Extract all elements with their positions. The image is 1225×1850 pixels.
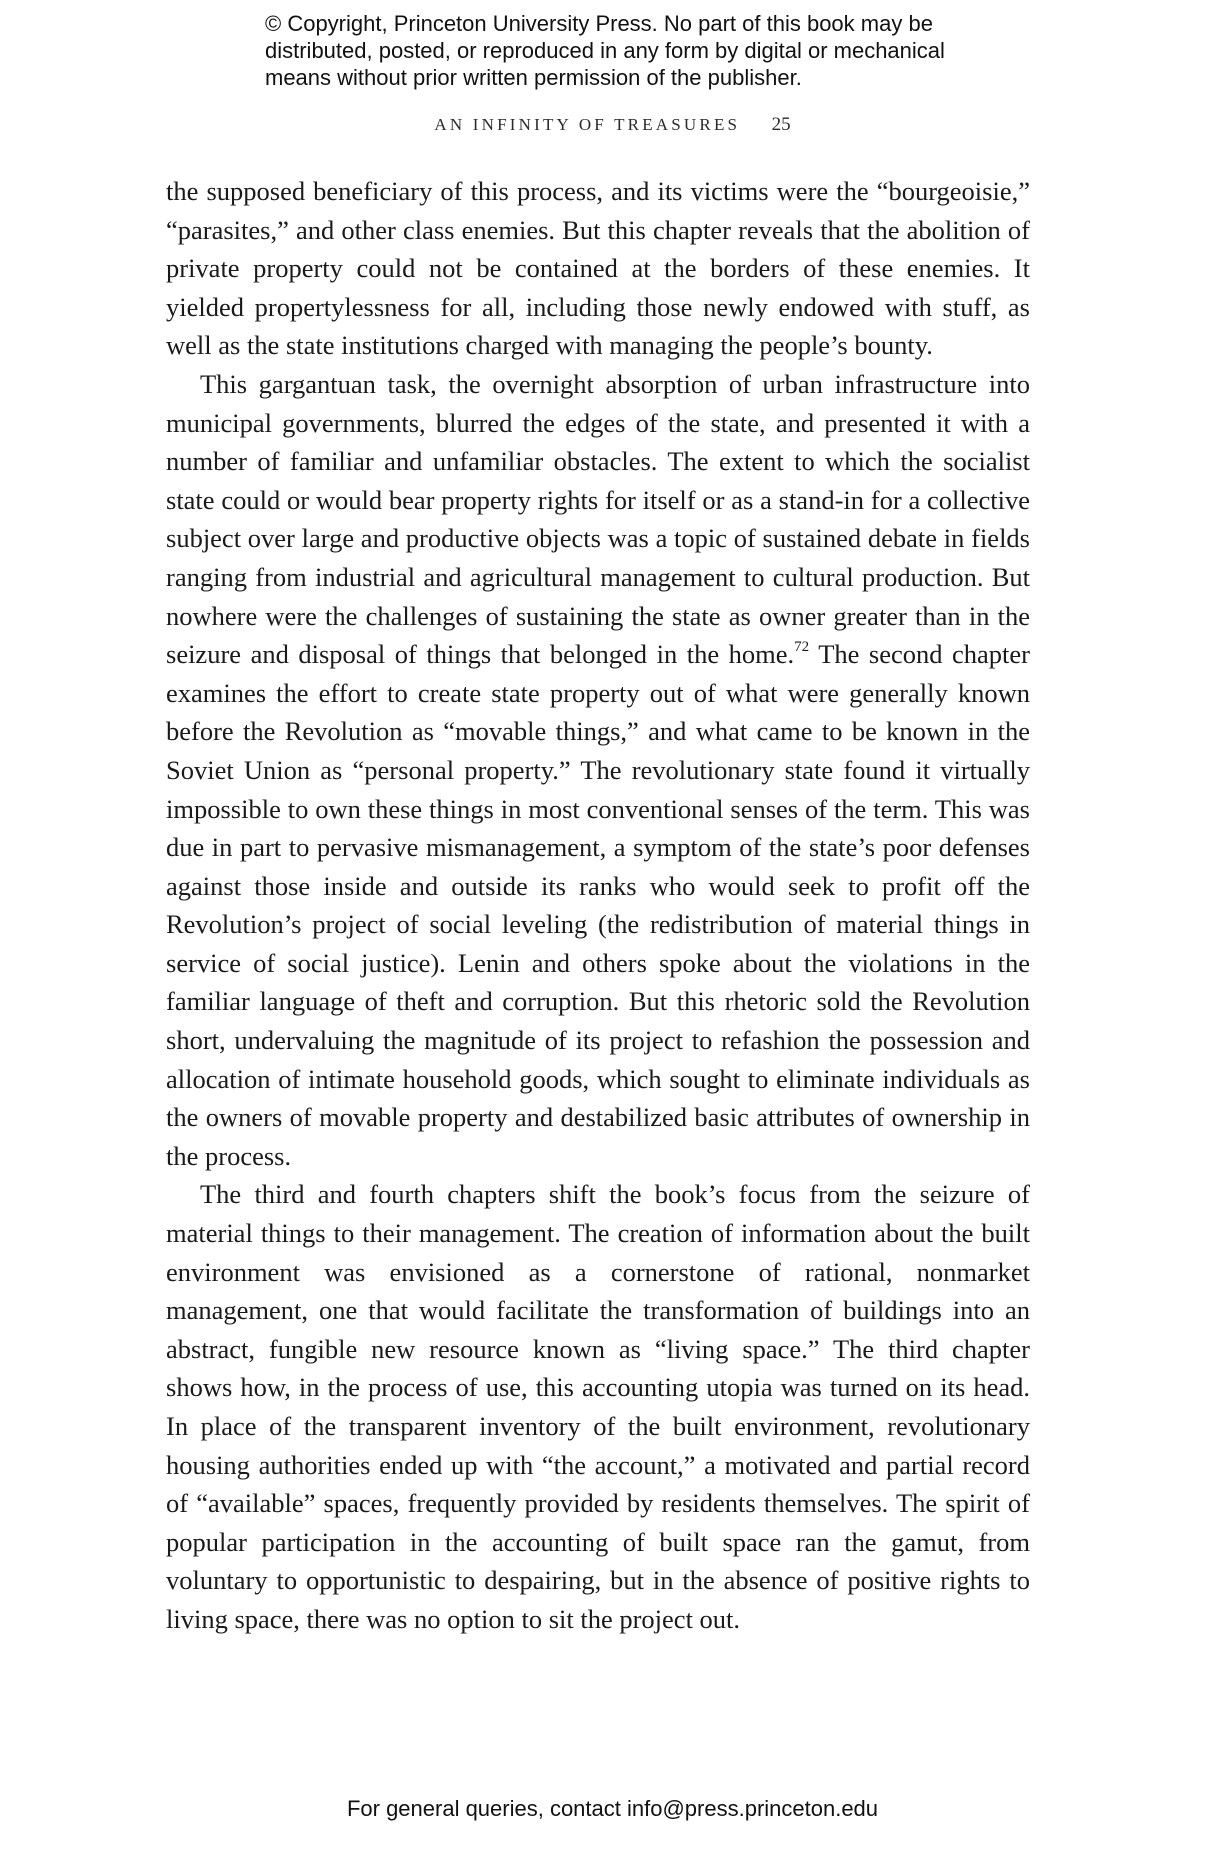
- paragraph-2-text-after-note: The second chapter examines the effort to create state property out of what were generally known before the Revolution as “movable things,” and what came to be known in the Soviet Union as “personal property.” The revolutionary state found it virtually impossible to own these things in most conventional senses of the term. This was due in part to pervasive mismanagement, a symptom of the state’s poor defenses against those inside and outside its ranks who would seek to profit off the Revolution’s project of social leveling (the redistribution of material things in service of social justice). Lenin and others spoke about the violations in the familiar language of theft and corruption. But this rhetoric sold the Revolution short, undervaluing the magnitude of its project to refashion the possession and allocation of intimate household goods, which sought to eliminate individuals as the owners of movable property and destabilized basic attributes of ownership in the process.: [166, 639, 1031, 1171]
- copyright-notice: © Copyright, Princeton University Press. No part of this book may be distributed, posted, or reproduced in any form by digital or mechanical means without prior written permission of the publisher.: [265, 11, 945, 90]
- page-number: 25: [771, 114, 791, 135]
- running-head-title: AN INFINITY OF TREASURES: [434, 115, 741, 134]
- body-text: [166, 172, 1030, 1639]
- paragraph-2-text-before-note: This gargantuan task, the overnight absorption of urban infrastructure into municipal governments, blurred the edges of the state, and presented it with a number of familiar and unfamiliar obstacles. The extent to which the socialist state could or would bear property rights for itself or as a stand-in for a collective subject over large and productive objects was a topic of sustained debate in fields ranging from industrial and agricultural management to cultural production. But nowhere were the challenges of sustaining the state as owner greater than in the seizure and disposal of things that belonged in the home.: [166, 368, 1030, 670]
- footer-contact: For general queries, contact info@press.princeton.edu: [346, 1796, 879, 1821]
- footnote-reference: 72: [794, 639, 810, 656]
- running-head: [0, 114, 1225, 136]
- paragraph-2: [166, 365, 1030, 1175]
- paragraph-3: The third and fourth chapters shift the book’s focus from the seizure of material things to their management. The creation of information about the built environment was envisioned as a cornerstone of rational, nonmarket management, one that would facilitate the transformation of buildings into an abstract, fungible new resource known as “living space.” The third chapter shows how, in the process of use, this accounting utopia was turned on its head. In place of the transparent inventory of the built environment, revolutionary housing authorities ended up with “the account,” a motivated and partial record of “available” spaces, frequently provided by residents themselves. The spirit of popular participation in the accounting of built space ran the gamut, from voluntary to opportunistic to despairing, but in the absence of positive rights to living space, there was no option to sit the project out.: [166, 1179, 1030, 1634]
- paragraph-1: the supposed beneficiary of this process, and its victims were the “bourgeoisie,” “parasites,” and other class enemies. But this chapter reveals that the abolition of private property could not be contained at the borders of these enemies. It yielded propertylessness for all, including those newly endowed with stuff, as well as the state institutions charged with managing the people’s bounty.: [166, 176, 1030, 361]
